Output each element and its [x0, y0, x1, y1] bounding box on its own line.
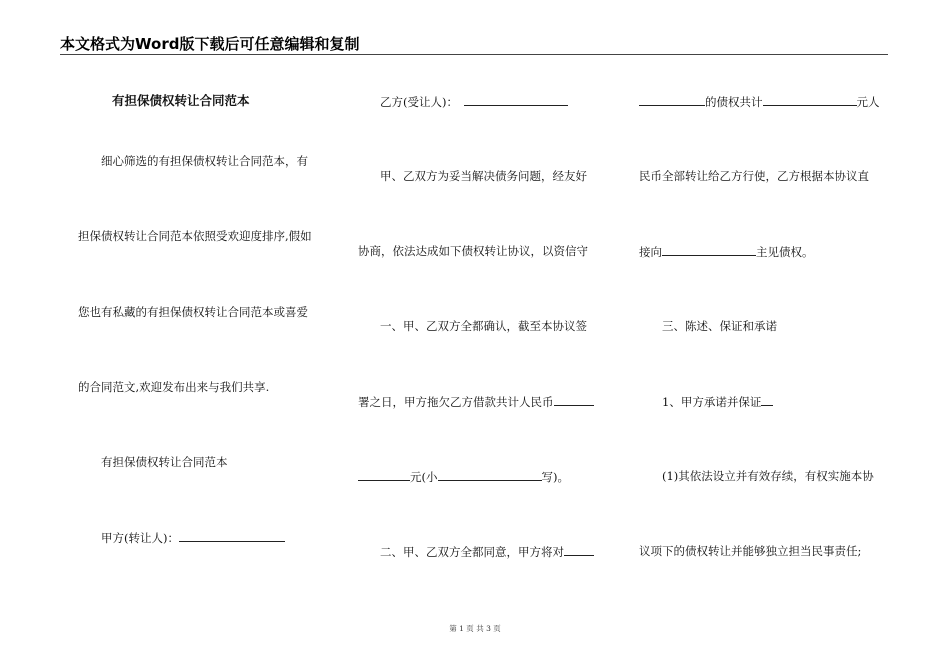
- clause-1-line-2: [358, 394, 594, 409]
- clause-2-line-1: [380, 544, 594, 559]
- party-b-label: 乙方(受让人)：: [380, 95, 458, 109]
- contract-subtitle: 有担保债权转让合同范本: [101, 455, 228, 469]
- promise-text: 1、甲方承诺并保证: [662, 395, 762, 409]
- amount-continue-blank: [358, 469, 410, 481]
- intro-line-3: 您也有私藏的有担保债权转让合同范本或喜爱: [78, 305, 308, 319]
- yuan-small-text: 元(小: [410, 470, 438, 484]
- party-b-line: [380, 94, 568, 109]
- debt-amount-blank: [763, 94, 857, 106]
- clause-1-text: 署之日，甲方拖欠乙方借款共计人民币: [358, 395, 554, 409]
- amount-lowercase-blank: [438, 469, 542, 481]
- clause-2-text: 二、甲、乙双方全都同意，甲方将对: [380, 545, 564, 559]
- clause-1-line-1: 一、甲、乙双方全都确认，截至本协议签: [380, 319, 587, 333]
- section-3-heading: 三、陈述、保证和承诺: [662, 319, 777, 333]
- intro-line-1: 细心筛选的有担保债权转让合同范本，有: [101, 154, 308, 168]
- promise-item-1-line-2: 议项下的债权转让并能够独立担当民事责任;: [639, 544, 862, 558]
- debtor-name-blank: [639, 94, 705, 106]
- amount-blank: [554, 394, 594, 406]
- write-close-text: 写)。: [541, 470, 569, 484]
- promise-blank: [761, 394, 773, 406]
- clause-1-line-3: [358, 469, 569, 484]
- page-number: 第 1 页 共 3 页: [449, 624, 501, 633]
- promise-item-1-line-1: (1)其依法设立并有效存续，有权实施本协: [662, 469, 874, 483]
- party-a-label: 甲方(转让人)：: [101, 531, 179, 545]
- header-divider: [60, 54, 888, 55]
- party-a-blank: [179, 530, 285, 542]
- intro-line-2: 担保债权转让合同范本依照受欢迎度排序,假如: [78, 229, 312, 243]
- promise-line: [662, 394, 773, 409]
- intro-line-4: 的合同范文,欢迎发布出来与我们共享.: [78, 380, 270, 394]
- debt-total-text: 的债权共计: [705, 95, 763, 109]
- clause-intro-line-2: 协商，依法达成如下债权转让协议，以资信守: [358, 244, 588, 258]
- download-banner: 本文格式为Word版下载后可任意编辑和复制: [60, 35, 360, 53]
- party-a-line: [101, 530, 285, 545]
- claim-prefix: 接向: [639, 245, 662, 259]
- claim-target-blank: [662, 244, 756, 256]
- transfer-line: 民币全部转让给乙方行使，乙方根据本协议直: [639, 169, 869, 183]
- claim-line: [639, 244, 814, 259]
- party-b-blank: [464, 94, 568, 106]
- claim-suffix: 主见债权。: [756, 245, 814, 259]
- yuan-text: 元人: [856, 95, 880, 109]
- debtor-blank: [564, 544, 594, 556]
- document-title: 有担保债权转让合同范本: [112, 93, 250, 108]
- debt-total-line: [639, 94, 880, 109]
- clause-intro-line-1: 甲、乙双方为妥当解决债务问题，经友好: [380, 169, 587, 183]
